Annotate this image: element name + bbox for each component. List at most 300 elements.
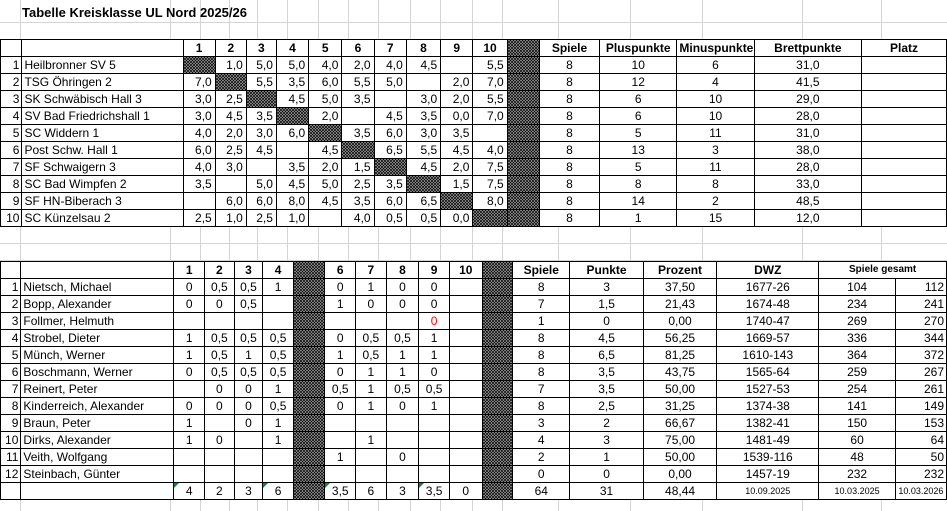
bye-round-cell bbox=[293, 432, 325, 449]
total-games-end-cell: 241 bbox=[895, 296, 946, 313]
total-games-start-cell: 232 bbox=[819, 466, 896, 483]
round-result-cell bbox=[449, 296, 482, 313]
bye-round-cell bbox=[293, 296, 325, 313]
round-result-cell: 1 bbox=[386, 364, 419, 381]
round-result-cell bbox=[419, 466, 450, 483]
dwz-cell: 1610-143 bbox=[717, 347, 819, 364]
round-result-cell bbox=[325, 466, 356, 483]
result-cell: 4,5 bbox=[406, 159, 440, 176]
stat-header: Platz bbox=[862, 40, 947, 57]
player-name: Veith, Wolfgang bbox=[21, 449, 174, 466]
result-cell: 5,5 bbox=[342, 74, 374, 91]
round-result-cell bbox=[234, 466, 263, 483]
round-result-cell: 0,5 bbox=[325, 381, 356, 398]
stat-header: Spiele bbox=[513, 262, 570, 279]
separator-column bbox=[482, 330, 513, 347]
result-cell bbox=[374, 91, 406, 108]
player-header-row bbox=[1, 262, 947, 279]
round-result-cell bbox=[449, 449, 482, 466]
dwz-cell: 1481-49 bbox=[717, 432, 819, 449]
column-header: 1 bbox=[183, 40, 215, 57]
row-number: 2 bbox=[1, 74, 22, 91]
result-cell bbox=[441, 57, 473, 74]
round-result-cell: 0,5 bbox=[234, 296, 263, 313]
bye-round-cell bbox=[293, 381, 325, 398]
separator-column bbox=[507, 142, 539, 159]
self-match-cell bbox=[276, 108, 308, 125]
result-cell: 6,5 bbox=[374, 142, 406, 159]
separator-column bbox=[507, 193, 539, 210]
player-name: Münch, Werner bbox=[21, 347, 174, 364]
result-cell: 4,5 bbox=[406, 57, 440, 74]
table-row bbox=[1, 279, 947, 296]
column-header: 2 bbox=[215, 40, 246, 57]
player-name: Dirks, Alexander bbox=[21, 432, 174, 449]
column-header: 5 bbox=[309, 40, 342, 57]
table-row bbox=[1, 296, 947, 313]
round-result-cell: 0 bbox=[174, 398, 205, 415]
round-total-cell: 3 bbox=[234, 483, 263, 500]
table-row bbox=[1, 193, 947, 210]
round-result-cell bbox=[263, 466, 294, 483]
result-cell: 4,5 bbox=[276, 176, 308, 193]
separator-column bbox=[482, 364, 513, 381]
column-header: 4 bbox=[276, 40, 308, 57]
separator-column bbox=[507, 74, 539, 91]
round-result-cell: 0 bbox=[419, 364, 450, 381]
separator-column bbox=[507, 176, 539, 193]
column-header: 8 bbox=[406, 40, 440, 57]
games-cell: 4 bbox=[513, 432, 570, 449]
round-result-cell: 0 bbox=[325, 279, 356, 296]
total-games-end-cell: 270 bbox=[895, 313, 946, 330]
result-cell: 0,0 bbox=[441, 108, 473, 125]
self-match-cell bbox=[473, 210, 507, 227]
separator-column bbox=[482, 381, 513, 398]
result-cell: 0,5 bbox=[374, 210, 406, 227]
result-cell: 3,0 bbox=[406, 91, 440, 108]
team-name: SK Schwäbisch Hall 3 bbox=[22, 91, 183, 108]
round-result-cell: 0 bbox=[325, 330, 356, 347]
column-header: 9 bbox=[419, 262, 450, 279]
result-cell: 6,0 bbox=[246, 193, 276, 210]
board-points-cell: 31,0 bbox=[754, 57, 861, 74]
round-result-cell bbox=[205, 415, 235, 432]
round-result-cell bbox=[174, 313, 205, 330]
player-name: Boschmann, Werner bbox=[21, 364, 174, 381]
round-result-cell bbox=[263, 449, 294, 466]
points-cell: 2,5 bbox=[570, 398, 643, 415]
result-cell: 3,5 bbox=[441, 125, 473, 142]
round-result-cell bbox=[234, 432, 263, 449]
total-games-end-cell: 153 bbox=[895, 415, 946, 432]
result-cell bbox=[342, 108, 374, 125]
result-cell: 4,0 bbox=[183, 159, 215, 176]
table-row bbox=[1, 176, 947, 193]
table-row bbox=[1, 159, 947, 176]
separator-column bbox=[482, 466, 513, 483]
separator-column bbox=[507, 57, 539, 74]
rank-cell bbox=[862, 57, 947, 74]
result-cell: 7,5 bbox=[473, 159, 507, 176]
header-blank bbox=[22, 40, 183, 57]
round-result-cell bbox=[325, 432, 356, 449]
self-match-cell bbox=[183, 57, 215, 74]
row-number: 1 bbox=[1, 57, 22, 74]
round-result-cell: 0 bbox=[234, 398, 263, 415]
table-row bbox=[1, 91, 947, 108]
round-result-cell: 0,5 bbox=[386, 381, 419, 398]
row-number: 5 bbox=[1, 347, 21, 364]
result-cell bbox=[276, 142, 308, 159]
result-cell: 4,0 bbox=[473, 142, 507, 159]
result-cell: 8,0 bbox=[473, 193, 507, 210]
total-games-end-cell: 232 bbox=[895, 466, 946, 483]
result-cell: 7,0 bbox=[473, 74, 507, 91]
player-name: Kinderreich, Alexander bbox=[21, 398, 174, 415]
round-result-cell bbox=[234, 449, 263, 466]
total-games-start-cell: 364 bbox=[819, 347, 896, 364]
round-total-cell: 3 bbox=[386, 483, 419, 500]
separator-column bbox=[482, 415, 513, 432]
result-cell: 3,0 bbox=[183, 91, 215, 108]
round-result-cell bbox=[449, 466, 482, 483]
result-cell: 1,0 bbox=[215, 210, 246, 227]
stat-header: Spiele bbox=[539, 40, 599, 57]
games-cell: 8 bbox=[539, 91, 599, 108]
dwz-cell: 1674-48 bbox=[717, 296, 819, 313]
bye-round-cell bbox=[293, 449, 325, 466]
round-result-cell: 0 bbox=[174, 279, 205, 296]
result-cell: 1,0 bbox=[276, 210, 308, 227]
round-result-cell: 1 bbox=[356, 381, 387, 398]
dwz-cell: 1527-53 bbox=[717, 381, 819, 398]
start-date-cell: 10.03.2025 bbox=[819, 483, 896, 500]
points-cell: 0 bbox=[570, 313, 643, 330]
table-row bbox=[1, 432, 947, 449]
board-points-cell: 29,0 bbox=[754, 91, 861, 108]
separator-column bbox=[482, 347, 513, 364]
plus-points-cell: 12 bbox=[600, 74, 677, 91]
self-match-cell bbox=[309, 125, 342, 142]
self-match-cell bbox=[246, 91, 276, 108]
bye-round-cell bbox=[293, 330, 325, 347]
total-games-start-cell: 254 bbox=[819, 381, 896, 398]
team-name: Heilbronner SV 5 bbox=[22, 57, 183, 74]
row-number: 3 bbox=[1, 91, 22, 108]
round-result-cell: 0 bbox=[419, 313, 450, 330]
round-total-cell: 0 bbox=[449, 483, 482, 500]
result-cell: 4,0 bbox=[183, 125, 215, 142]
percent-cell: 43,75 bbox=[643, 364, 716, 381]
minus-points-cell: 4 bbox=[677, 74, 754, 91]
column-header: 6 bbox=[342, 40, 374, 57]
team-name: SV Bad Friedrichshall 1 bbox=[22, 108, 183, 125]
round-result-cell: 0 bbox=[205, 398, 235, 415]
player-name: Steinbach, Günter bbox=[21, 466, 174, 483]
self-match-cell bbox=[342, 142, 374, 159]
rank-cell bbox=[862, 74, 947, 91]
games-cell: 8 bbox=[539, 57, 599, 74]
team-name: SF Schwaigern 3 bbox=[22, 159, 183, 176]
round-total-cell: 6 bbox=[356, 483, 387, 500]
result-cell: 3,5 bbox=[374, 176, 406, 193]
round-result-cell: 1 bbox=[419, 347, 450, 364]
result-cell: 2,0 bbox=[342, 57, 374, 74]
total-games-end-cell: 112 bbox=[895, 279, 946, 296]
round-result-cell bbox=[356, 415, 387, 432]
stat-header: Pluspunkte bbox=[600, 40, 677, 57]
round-result-cell: 0,5 bbox=[356, 330, 387, 347]
result-cell bbox=[215, 176, 246, 193]
percent-cell: 81,25 bbox=[643, 347, 716, 364]
points-cell: 3,5 bbox=[570, 364, 643, 381]
self-match-cell bbox=[374, 159, 406, 176]
result-cell bbox=[406, 74, 440, 91]
result-cell: 1,5 bbox=[441, 176, 473, 193]
rank-cell bbox=[862, 159, 947, 176]
round-result-cell: 0,5 bbox=[234, 330, 263, 347]
round-total-cell: 4 bbox=[174, 483, 205, 500]
points-cell: 3 bbox=[570, 432, 643, 449]
percent-cell: 0,00 bbox=[643, 466, 716, 483]
result-cell: 5,0 bbox=[246, 176, 276, 193]
self-match-cell bbox=[406, 176, 440, 193]
games-cell: 7 bbox=[513, 381, 570, 398]
team-name: SC Widdern 1 bbox=[22, 125, 183, 142]
result-cell: 5,5 bbox=[406, 142, 440, 159]
round-total-cell: 6 bbox=[263, 483, 294, 500]
round-result-cell bbox=[449, 364, 482, 381]
totals-row bbox=[1, 483, 947, 500]
percent-cell: 50,00 bbox=[643, 381, 716, 398]
result-cell: 6,0 bbox=[276, 125, 308, 142]
round-result-cell: 0 bbox=[205, 296, 235, 313]
round-result-cell: 0 bbox=[174, 364, 205, 381]
board-points-cell: 41,5 bbox=[754, 74, 861, 91]
round-result-cell bbox=[174, 381, 205, 398]
games-cell: 3 bbox=[513, 415, 570, 432]
plus-points-cell: 6 bbox=[600, 108, 677, 125]
plus-points-cell: 14 bbox=[600, 193, 677, 210]
team-name: TSG Öhringen 2 bbox=[22, 74, 183, 91]
total-games-start-cell: 104 bbox=[819, 279, 896, 296]
result-cell: 4,5 bbox=[309, 193, 342, 210]
games-cell: 8 bbox=[513, 398, 570, 415]
dwz-cell: 1740-47 bbox=[717, 313, 819, 330]
round-result-cell: 0 bbox=[386, 398, 419, 415]
team-name: SC Künzelsau 2 bbox=[22, 210, 183, 227]
result-cell: 6,0 bbox=[309, 74, 342, 91]
table-row bbox=[1, 347, 947, 364]
total-games-start-cell: 48 bbox=[819, 449, 896, 466]
result-cell: 5,0 bbox=[246, 57, 276, 74]
result-cell: 4,5 bbox=[441, 142, 473, 159]
round-result-cell: 1 bbox=[174, 415, 205, 432]
total-games-end-cell: 372 bbox=[895, 347, 946, 364]
bye-round-cell bbox=[293, 313, 325, 330]
round-result-cell: 1 bbox=[386, 347, 419, 364]
totals-blank bbox=[1, 483, 21, 500]
result-cell: 2,5 bbox=[246, 210, 276, 227]
round-result-cell bbox=[356, 313, 387, 330]
round-result-cell: 0,5 bbox=[234, 364, 263, 381]
round-result-cell: 0,5 bbox=[263, 330, 294, 347]
round-result-cell: 1 bbox=[325, 449, 356, 466]
round-result-cell: 0,5 bbox=[205, 279, 235, 296]
percent-cell: 0,00 bbox=[643, 313, 716, 330]
round-result-cell: 0 bbox=[205, 432, 235, 449]
round-result-cell: 0 bbox=[386, 279, 419, 296]
separator-column bbox=[507, 108, 539, 125]
round-result-cell: 1 bbox=[263, 432, 294, 449]
round-result-cell: 0,5 bbox=[205, 364, 235, 381]
separator-column bbox=[482, 313, 513, 330]
minus-points-cell: 8 bbox=[677, 176, 754, 193]
plus-points-cell: 6 bbox=[600, 91, 677, 108]
column-header: 10 bbox=[473, 40, 507, 57]
minus-points-cell: 3 bbox=[677, 142, 754, 159]
separator-column bbox=[507, 125, 539, 142]
table-row bbox=[1, 57, 947, 74]
separator-column bbox=[482, 398, 513, 415]
table-row bbox=[1, 108, 947, 125]
round-result-cell: 1 bbox=[263, 415, 294, 432]
result-cell: 6,0 bbox=[183, 142, 215, 159]
team-name: SF HN-Biberach 3 bbox=[22, 193, 183, 210]
column-header: 3 bbox=[246, 40, 276, 57]
separator-column bbox=[507, 159, 539, 176]
games-cell: 8 bbox=[539, 108, 599, 125]
result-cell: 2,5 bbox=[342, 176, 374, 193]
result-cell: 3,5 bbox=[183, 176, 215, 193]
table-row bbox=[1, 364, 947, 381]
stat-header: Brettpunkte bbox=[754, 40, 861, 57]
round-total-cell: 3,5 bbox=[325, 483, 356, 500]
total-games-end-cell: 149 bbox=[895, 398, 946, 415]
bye-round-cell bbox=[293, 466, 325, 483]
column-header: 10 bbox=[449, 262, 482, 279]
result-cell: 2,0 bbox=[441, 74, 473, 91]
plus-points-cell: 1 bbox=[600, 210, 677, 227]
total-games-end-cell: 50 bbox=[895, 449, 946, 466]
round-result-cell bbox=[449, 330, 482, 347]
row-number: 10 bbox=[1, 432, 21, 449]
result-cell: 2,5 bbox=[183, 210, 215, 227]
totals-blank bbox=[21, 483, 174, 500]
games-cell: 0 bbox=[513, 466, 570, 483]
games-cell: 8 bbox=[539, 193, 599, 210]
points-cell: 3 bbox=[570, 279, 643, 296]
round-result-cell bbox=[205, 466, 235, 483]
result-cell: 3,0 bbox=[183, 108, 215, 125]
table-row bbox=[1, 313, 947, 330]
result-cell: 5,0 bbox=[309, 91, 342, 108]
header-blank bbox=[1, 40, 22, 57]
result-cell bbox=[309, 210, 342, 227]
round-total-cell: 3,5 bbox=[419, 483, 450, 500]
bye-round-cell bbox=[293, 415, 325, 432]
separator-column bbox=[507, 40, 539, 57]
result-cell: 6,0 bbox=[215, 193, 246, 210]
total-games-cell: 64 bbox=[513, 483, 570, 500]
round-result-cell bbox=[449, 347, 482, 364]
result-cell bbox=[183, 193, 215, 210]
result-cell: 4,5 bbox=[276, 91, 308, 108]
bye-round-cell bbox=[293, 398, 325, 415]
percent-cell: 21,43 bbox=[643, 296, 716, 313]
separator-column bbox=[482, 279, 513, 296]
result-cell: 5,0 bbox=[309, 176, 342, 193]
round-result-cell: 1 bbox=[174, 432, 205, 449]
plus-points-cell: 5 bbox=[600, 125, 677, 142]
stat-header: Minuspunkte bbox=[677, 40, 754, 57]
dwz-cell: 1669-57 bbox=[717, 330, 819, 347]
round-result-cell bbox=[325, 415, 356, 432]
board-points-cell: 31,0 bbox=[754, 125, 861, 142]
separator-column bbox=[482, 449, 513, 466]
table-row bbox=[1, 142, 947, 159]
round-result-cell: 0,5 bbox=[419, 381, 450, 398]
separator-column bbox=[507, 91, 539, 108]
percent-cell: 66,67 bbox=[643, 415, 716, 432]
round-result-cell: 1 bbox=[356, 364, 387, 381]
games-cell: 8 bbox=[539, 176, 599, 193]
row-number: 6 bbox=[1, 364, 21, 381]
dwz-cell: 1539-116 bbox=[717, 449, 819, 466]
result-cell: 3,0 bbox=[406, 125, 440, 142]
stat-header: DWZ bbox=[717, 262, 819, 279]
total-games-start-cell: 150 bbox=[819, 415, 896, 432]
table-row bbox=[1, 74, 947, 91]
row-number: 3 bbox=[1, 313, 21, 330]
result-cell: 6,0 bbox=[374, 125, 406, 142]
stat-header-total-games: Spiele gesamt bbox=[819, 262, 947, 279]
round-result-cell: 1 bbox=[325, 347, 356, 364]
result-cell: 3,5 bbox=[342, 125, 374, 142]
rank-cell bbox=[862, 125, 947, 142]
total-games-start-cell: 60 bbox=[819, 432, 896, 449]
games-cell: 8 bbox=[513, 347, 570, 364]
points-cell: 1 bbox=[570, 449, 643, 466]
rank-cell bbox=[862, 176, 947, 193]
percent-cell: 31,25 bbox=[643, 398, 716, 415]
round-result-cell: 1 bbox=[325, 296, 356, 313]
round-result-cell: 0 bbox=[386, 296, 419, 313]
round-result-cell: 1 bbox=[356, 279, 387, 296]
result-cell: 5,0 bbox=[374, 74, 406, 91]
table-row bbox=[1, 415, 947, 432]
team-standings-table bbox=[0, 39, 947, 227]
round-result-cell: 0,5 bbox=[263, 347, 294, 364]
result-cell: 4,5 bbox=[246, 142, 276, 159]
round-result-cell bbox=[386, 466, 419, 483]
board-points-cell: 33,0 bbox=[754, 176, 861, 193]
header-blank bbox=[1, 262, 21, 279]
board-points-cell: 28,0 bbox=[754, 108, 861, 125]
games-cell: 2 bbox=[513, 449, 570, 466]
board-points-cell: 12,0 bbox=[754, 210, 861, 227]
round-result-cell bbox=[325, 313, 356, 330]
result-cell: 2,0 bbox=[215, 125, 246, 142]
points-cell: 4,5 bbox=[570, 330, 643, 347]
dwz-cell: 1457-19 bbox=[717, 466, 819, 483]
round-result-cell: 1 bbox=[234, 347, 263, 364]
points-cell: 1,5 bbox=[570, 296, 643, 313]
round-result-cell bbox=[386, 432, 419, 449]
total-games-start-cell: 234 bbox=[819, 296, 896, 313]
round-result-cell: 1 bbox=[419, 398, 450, 415]
